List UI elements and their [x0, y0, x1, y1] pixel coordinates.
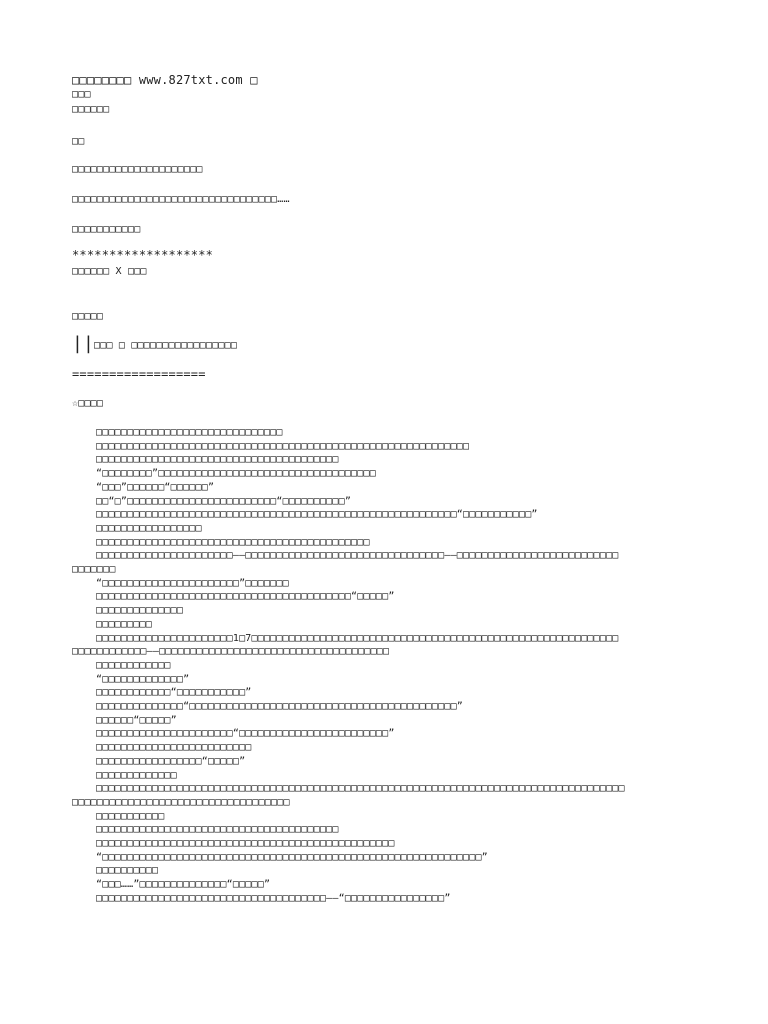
body-line: □□□□□□□□□□□□□□□□□ — [96, 523, 202, 534]
body-line: □□□□□□□□□□□□“□□□□□□□□□□□” — [96, 687, 252, 698]
body-line: □□□□□□□□□□□□□□□□□□□□□□——□□□□□□□□□□□□□□□□□□□□□□□□□□□□□□□□——□□□□□□□□□□□□□□□□□□□□□□□□□□ — [96, 550, 619, 561]
chapter-marker: || — [72, 333, 95, 354]
body-line: □□□□□□□□□□□□□ — [96, 770, 177, 781]
body-line: “□□□……”□□□□□□□□□□□□□□“□□□□□” — [96, 879, 271, 890]
body-line: □□□□□□□□□□□□□□□□□□□□□□□□□□□□□□□□□□□□□□□□□□□□□□□□□□□□□□□□□□□□□□□□□□□□□□□□□□□□□□□□□□□□□ — [96, 783, 625, 794]
body-line: □□□□□□□□□□□□□□□□□□□□□□□□□□□□□□□□□□□□□□□□□“□□□□□” — [96, 591, 395, 602]
body-line: □□□□□□□□□□□□□□□□□□□□□□□□□□□□□□□□□□□□□□□□□□□□□□□□□□□□□□□□□□“□□□□□□□□□□□” — [96, 509, 538, 520]
chapter-rule: ================== — [72, 367, 206, 381]
body-line: □□□□□□□□□ — [96, 619, 152, 630]
body-line: “□□□□□□□□□□□□□□□□□□□□□□□□□□□□□□□□□□□□□□□□□□□□□□□□□□□□□□□□□□□□□” — [96, 852, 488, 863]
body-line: □□□□□□□□□□□□□□“□□□□□□□□□□□□□□□□□□□□□□□□□□□□□□□□□□□□□□□□□□□” — [96, 701, 464, 712]
body-line: □□□□□□□□□□□□□□□□□□□□□□□□□□□□□□□□□□□ — [72, 797, 290, 808]
body-line: □□□□□□□□□□□□□□□□□□□□□□□□□□□□□□□□□□□□□□□□□□□□□□□□ — [96, 838, 395, 849]
body-line: □□□□□□□□□□□□□□□□□□□□□□“□□□□□□□□□□□□□□□□□□□□□□□□” — [96, 728, 395, 739]
body-line: □□□□□□□ — [72, 564, 116, 575]
body-line: □□□□□□□□□□□□□□□□□□□□□□1□7□□□□□□□□□□□□□□□□□□□□□□□□□□□□□□□□□□□□□□□□□□□□□□□□□□□□□□□□□□□ — [96, 633, 619, 644]
body-line: □□□□□□□□□□ — [96, 865, 159, 876]
header-line-3: □□□□□□ — [72, 104, 110, 115]
author-line: □□□□□□ X □□□ — [72, 266, 147, 277]
chapter-title: □□□ □ □□□□□□□□□□□□□□□□□ — [94, 340, 238, 351]
body-line: □□□□□□□□□□□□ — [96, 660, 171, 671]
chapter-label: □□□□□ — [72, 311, 104, 322]
body-line: □□□□□□□□□□□□□□□□□□□□□□□□□□□□□□ — [96, 427, 283, 438]
intro-line-2: □□□□□□□□□□□□□□□□□□□□□□□□□□□□□□□□□…… — [72, 194, 290, 205]
body-line: “□□□□□□□□”□□□□□□□□□□□□□□□□□□□□□□□□□□□□□□□□□□□ — [96, 468, 376, 479]
body-line: □□“□”□□□□□□□□□□□□□□□□□□□□□□□□“□□□□□□□□□□” — [96, 496, 352, 507]
body-line: □□□□□□□□□□□□□□□□□□□□□□□□□□□□□□□□□□□□□□□ — [96, 824, 339, 835]
section-heading: ☆□□□□ — [72, 398, 104, 409]
body-line: “□□□□□□□□□□□□□” — [96, 674, 190, 685]
intro-line-1: □□□□□□□□□□□□□□□□□□□□□ — [72, 164, 203, 175]
intro-line-3: □□□□□□□□□□□ — [72, 224, 141, 235]
intro-short: □□ — [72, 136, 85, 147]
body-line: □□□□□□□□□□□□——□□□□□□□□□□□□□□□□□□□□□□□□□□□□□□□□□□□□□ — [72, 646, 390, 657]
site-line: □□□□□□□□ www.827txt.com □ — [72, 73, 258, 87]
body-line: “□□□□□□□□□□□□□□□□□□□□□□”□□□□□□□ — [96, 578, 289, 589]
body-line: □□□□□□□□□□□□□□□□□□□□□□□□□□□□□□□□□□□□□□□□□□□□ — [96, 537, 370, 548]
body-line: □□□□□□□□□□□□□□ — [96, 605, 184, 616]
body-line: □□□□□□□□□□□□□□□□□□□□□□□□□□□□□□□□□□□□□——“□□□□□□□□□□□□□□□□” — [96, 893, 451, 904]
body-line: □□□□□□“□□□□□” — [96, 715, 177, 726]
body-line: □□□□□□□□□□□□□□□□□“□□□□□” — [96, 756, 246, 767]
body-line: □□□□□□□□□□□ — [96, 811, 165, 822]
star-divider: ******************* — [72, 248, 214, 262]
body-line: “□□□”□□□□□□“□□□□□□” — [96, 482, 215, 493]
header-line-2: □□□ — [72, 89, 91, 100]
body-line: □□□□□□□□□□□□□□□□□□□□□□□□□□□□□□□□□□□□□□□□□□□□□□□□□□□□□□□□□□□□ — [96, 441, 470, 452]
body-line: □□□□□□□□□□□□□□□□□□□□□□□□□ — [96, 742, 252, 753]
body-line: □□□□□□□□□□□□□□□□□□□□□□□□□□□□□□□□□□□□□□□ — [96, 454, 339, 465]
